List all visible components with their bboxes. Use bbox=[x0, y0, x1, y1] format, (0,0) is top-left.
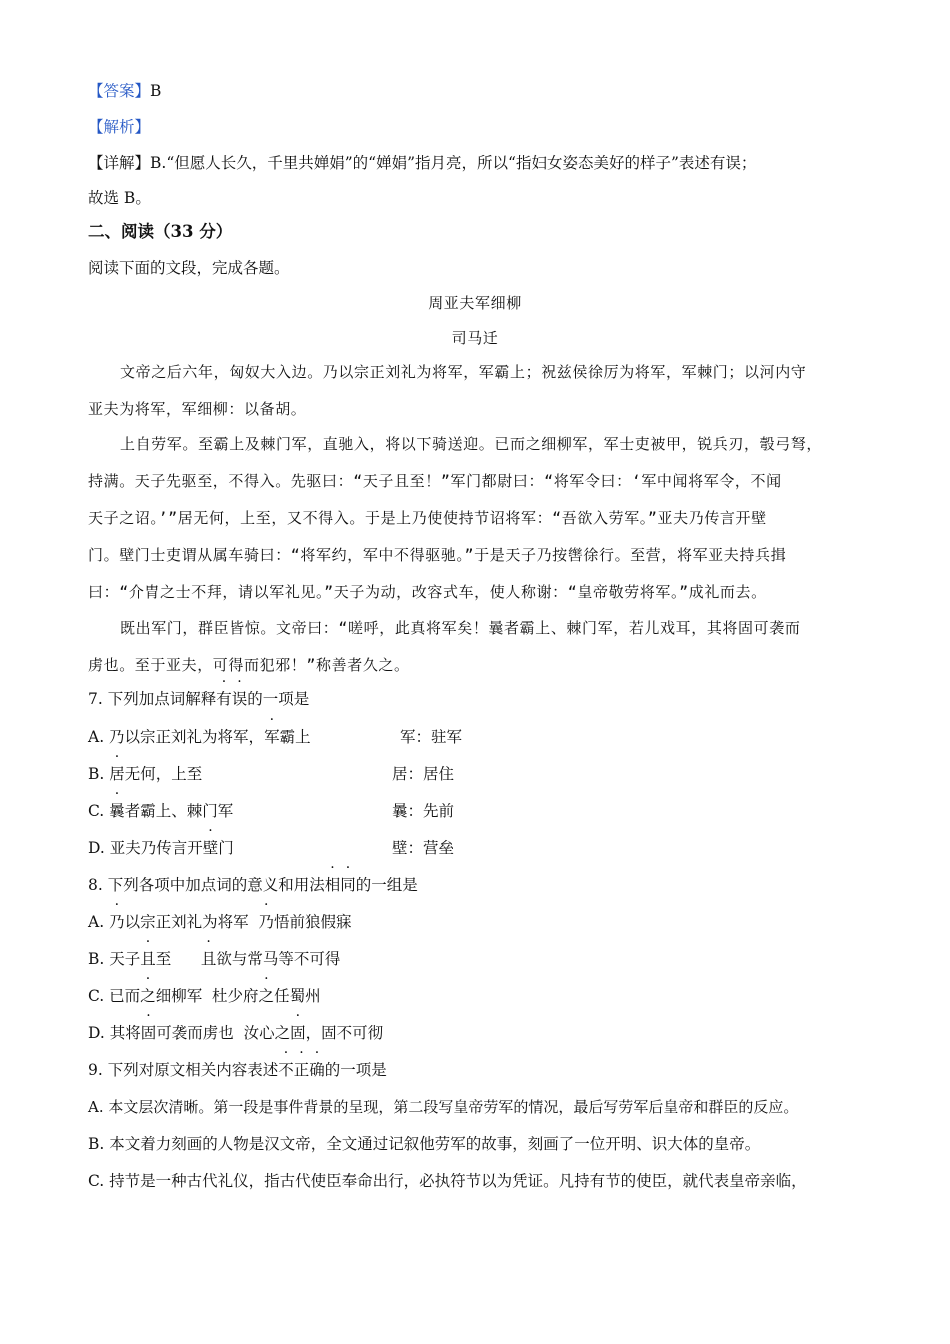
emphasis-dot: 军 bbox=[264, 728, 280, 746]
passage-line-7: 曰：“介胄之士不拜，请以军礼见。”天子为动，改容式车，使人称谢：“皇帝敬劳将军。”成礼而去。 bbox=[88, 583, 767, 601]
passage-line-9: 虏也。至于亚夫，可得而犯邪！”称善者久之。 bbox=[88, 656, 410, 674]
emphasis-dot: 固 bbox=[140, 1024, 157, 1042]
section-title: 二、阅读（33 分） bbox=[88, 222, 233, 241]
q7-option-a-explanation: 军：驻军 bbox=[400, 728, 463, 746]
q7-option-b: B. 居无何，上至 bbox=[88, 765, 203, 783]
passage-line-1: 文帝之后六年，匈奴大入边。乃以宗正刘礼为将军，军霸上；祝兹侯徐厉为将军，军棘门；以河内守 bbox=[120, 363, 807, 381]
emphasis-dot: 相 bbox=[324, 876, 341, 894]
q7-stem: 7. 下列加点词解释有误的一项是 bbox=[88, 690, 310, 708]
q7-option-d-explanation: 壁：营垒 bbox=[392, 839, 455, 857]
passage-line-8: 既出军门，群臣皆惊。文帝曰：“嗟呼，此真将军矣！曩者霸上、棘门军，若儿戏耳，其将固可袭而 bbox=[120, 619, 801, 637]
passage-line-5: 天子之诏。’”居无何，上至，又不得入。于是上乃使使持节诏将军：“吾欲入劳军。”亚夫乃传言开壁 bbox=[88, 509, 767, 527]
passage-title: 周亚夫军细柳 bbox=[428, 294, 522, 312]
emphasis-dot: 固 bbox=[290, 1024, 306, 1042]
passage-line-6: 门。壁门士吏谓从属车骑曰：“将军约，军中不得驱驰。”于是天子乃按辔徐行。至营，将军亚夫持兵揖 bbox=[88, 546, 787, 564]
emphasis-dot: 居 bbox=[109, 765, 125, 783]
emphasis-dot: 有 bbox=[216, 690, 232, 708]
emphasis-dot: 乃 bbox=[258, 913, 274, 931]
emphasis-dot: 之 bbox=[140, 987, 156, 1005]
emphasis-dot: 之 bbox=[258, 987, 275, 1005]
q8-option-c: C. 已而之细柳军 杜少府之任蜀州 bbox=[88, 987, 321, 1005]
q8-stem: 8. 下列各项中加点词的意义和用法相同的一组是 bbox=[88, 876, 418, 894]
emphasis-dot: 且 bbox=[200, 950, 217, 968]
answer-line bbox=[88, 80, 161, 102]
q9-stem: 9. 下列对原文相关内容表述不正确的一项是 bbox=[88, 1061, 387, 1079]
q7-option-d: D. 亚夫乃传言开壁门 bbox=[88, 839, 234, 857]
q9-option-b: B. 本文着力刻画的人物是汉文帝，全文通过记叙他劳军的故事，刻画了一位开明、识大体的皇帝。 bbox=[88, 1135, 761, 1153]
q9-option-c: C. 持节是一种古代礼仪，指古代使臣奉命出行，必执符节以为凭证。凡持有节的使臣，就代表皇帝亲临， bbox=[88, 1172, 807, 1190]
emphasis-dot: 同 bbox=[340, 876, 356, 894]
passage-author: 司马迁 bbox=[451, 329, 499, 347]
emphasis-dot: 误 bbox=[231, 690, 248, 708]
passage-line-3: 上自劳军。至霸上及棘门军，直驰入，将以下骑送迎。已而之细柳军，军士吏被甲，锐兵刃，彀弓弩， bbox=[120, 435, 823, 453]
q7-option-c: C. 曩者霸上、棘门军 bbox=[88, 802, 234, 820]
detail-line-1: 【详解】B.“但愿人长久，千里共婵娟”的“婵娟”指月亮，所以“指妇女姿态美好的样子”表述有误； bbox=[88, 154, 757, 172]
q7-option-b-explanation: 居：居住 bbox=[392, 765, 455, 783]
answer-value: B bbox=[150, 82, 162, 100]
emphasis-dot: 壁 bbox=[202, 839, 219, 857]
emphasis-dot: 乃 bbox=[109, 913, 125, 931]
emphasis-dot: 曩 bbox=[109, 802, 125, 820]
emphasis-dot: 确 bbox=[309, 1061, 325, 1079]
q7-option-c-explanation: 曩：先前 bbox=[392, 802, 455, 820]
q9-option-a: A. 本文层次清晰。第一段是事件背景的呈现，第二段写皇帝劳军的情况，最后写劳军后皇帝和群臣的反应。 bbox=[88, 1098, 799, 1116]
passage-line-2: 亚夫为将军，军细柳：以备胡。 bbox=[88, 400, 307, 418]
answer-label: 【答案】 bbox=[88, 82, 151, 100]
analysis-label: 【解析】 bbox=[88, 118, 151, 136]
emphasis-dot: 不 bbox=[278, 1061, 294, 1079]
q8-option-d: D. 其将固可袭而虏也 汝心之固，固不可彻 bbox=[88, 1024, 384, 1042]
q8-option-b: B. 天子且至 且欲与常马等不可得 bbox=[88, 950, 341, 968]
emphasis-dot: 正 bbox=[293, 1061, 310, 1079]
q8-option-a: A. 乃以宗正刘礼为将军 乃悟前狼假寐 bbox=[88, 913, 352, 931]
section-instruction: 阅读下面的文段，完成各题。 bbox=[88, 259, 290, 277]
detail-line-2: 故选 B。 bbox=[88, 189, 151, 207]
emphasis-dot: 且 bbox=[140, 950, 156, 968]
passage-line-4: 持满。天子先驱至，不得入。先驱曰：“天子且至！”军门都尉曰：“将军令曰：‘军中闻将军令，不闻 bbox=[88, 472, 782, 490]
q7-option-a: A. 乃以宗正刘礼为将军，军霸上 bbox=[88, 728, 311, 746]
